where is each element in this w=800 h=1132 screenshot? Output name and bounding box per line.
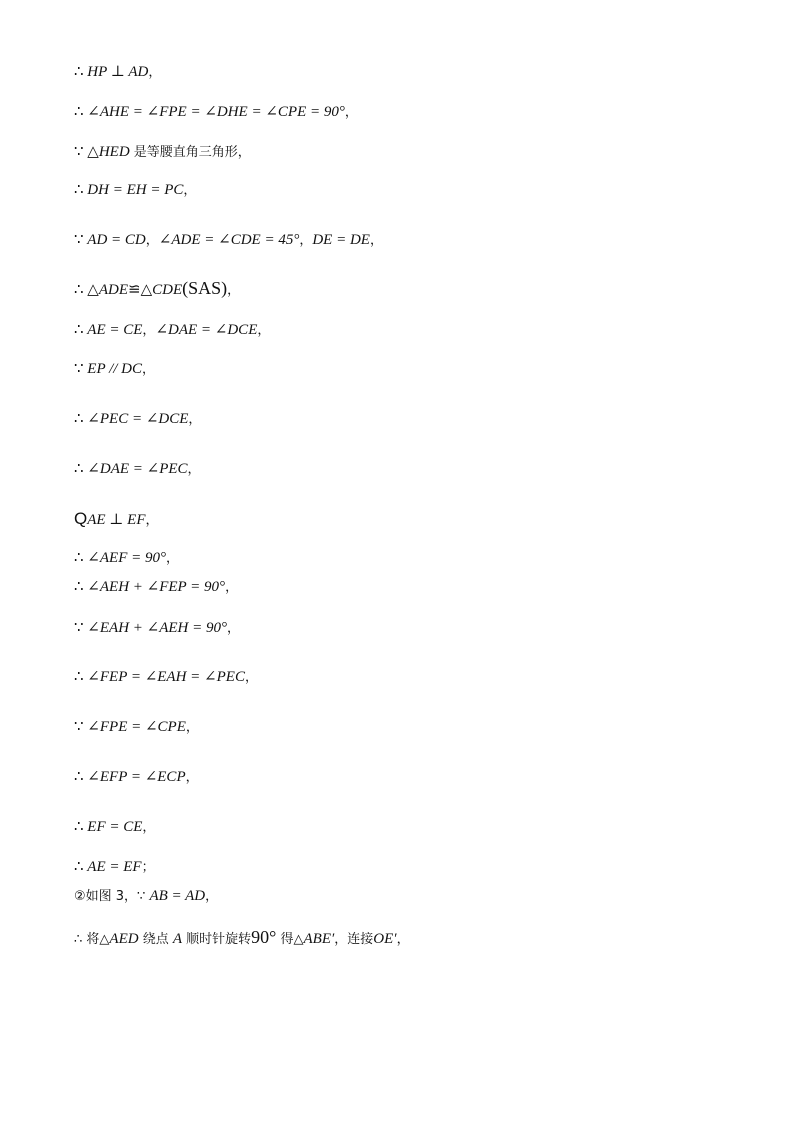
proof-line-13: ∴ ∠AEH + ∠FEP = 90°，	[74, 579, 239, 595]
proof-line-16: ∵ ∠FPE = ∠CPE，	[74, 719, 199, 735]
proof-line-21: ∴ 将△AED 绕点 A 顺时针旋转90° 得△ABE′，连接OE′，	[74, 927, 410, 947]
proof-line-15: ∴ ∠FEP = ∠EAH = ∠PEC，	[74, 669, 258, 685]
proof-line-11: QAE ⊥ EF，	[74, 509, 159, 528]
proof-line-18: ∴ EF = CE，	[74, 819, 156, 835]
proof-line-12: ∴ ∠AEF = 90°，	[74, 550, 179, 566]
proof-line-10: ∴ ∠DAE = ∠PEC，	[74, 461, 201, 477]
proof-line-6: ∴ △ADE≌△CDE(SAS)，	[74, 278, 241, 298]
proof-line-4: ∴ DH = EH = PC，	[74, 182, 197, 198]
proof-line-2: ∴ ∠AHE = ∠FPE = ∠DHE = ∠CPE = 90°，	[74, 104, 358, 120]
proof-line-5: ∵ AD = CD，∠ADE = ∠CDE = 45°，DE = DE，	[74, 232, 383, 248]
proof-line-14: ∵ ∠EAH + ∠AEH = 90°，	[74, 620, 241, 636]
proof-line-1: ∴ HP ⊥ AD，	[74, 64, 162, 80]
proof-line-8: ∵ EP // DC，	[74, 361, 156, 377]
proof-line-7: ∴ AE = CE，∠DAE = ∠DCE，	[74, 322, 271, 338]
proof-line-9: ∴ ∠PEC = ∠DCE，	[74, 411, 202, 427]
proof-line-17: ∴ ∠EFP = ∠ECP，	[74, 769, 199, 785]
proof-line-3: ∵ △HED 是等腰直角三角形，	[74, 144, 251, 160]
proof-line-19: ∴ AE = EF；	[74, 859, 155, 875]
proof-line-20: ②如图 3，∵ AB = AD，	[74, 888, 219, 904]
